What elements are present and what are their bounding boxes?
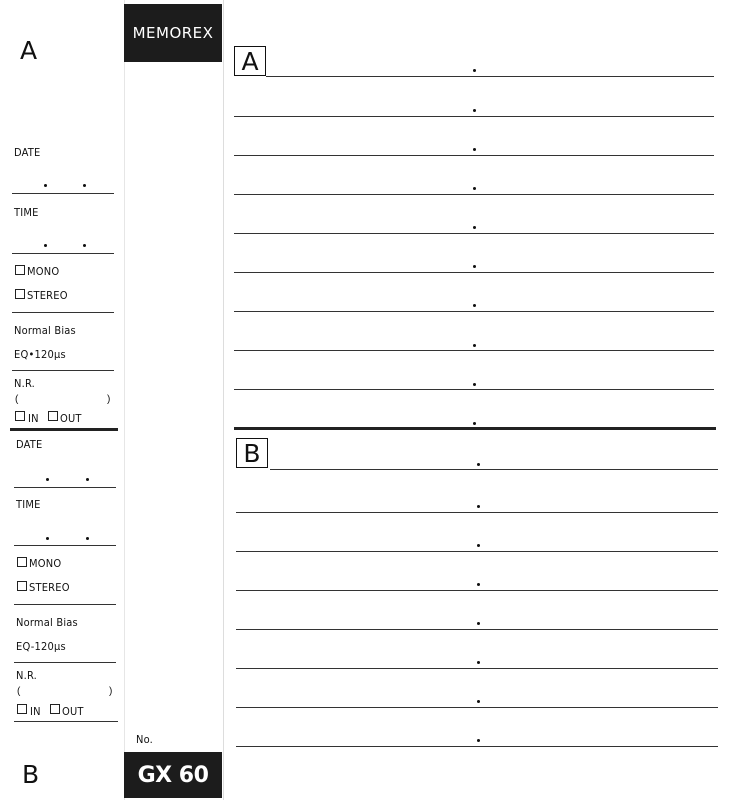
track-write-line[interactable] [236,551,718,552]
date-separator-dot [86,478,89,481]
time-separator-dot [473,109,476,112]
time-separator-dot [477,463,480,466]
time-separator-dot [477,739,480,742]
side-a-nr-label: N.R. [14,377,35,390]
side-a-nr-in-label: IN [28,412,39,425]
time-separator-dot [44,244,47,247]
date-separator-dot [83,184,86,187]
side-b-stereo-checkbox[interactable] [17,581,27,591]
side-b-date-field[interactable] [14,487,116,488]
time-separator-dot [477,700,480,703]
time-separator-dot [477,505,480,508]
side-b-letter: B [22,760,40,789]
divider [12,312,114,313]
side-b-time-field[interactable] [14,545,116,546]
side-b-nr-in-checkbox[interactable] [17,704,27,714]
track-write-line[interactable] [234,389,714,390]
track-write-line[interactable] [234,155,714,156]
side-b-nr-open: ( [17,686,21,697]
divider [14,721,118,722]
side-b-nr-close: ) [109,686,113,697]
track-write-line[interactable] [234,233,714,234]
time-separator-dot [473,265,476,268]
tracklist-side-divider [234,427,716,430]
track-write-line[interactable] [236,746,718,747]
side-a-nr-close: ) [107,394,111,405]
time-separator-dot [473,187,476,190]
track-write-line[interactable] [236,707,718,708]
side-b-time-label: TIME [16,498,41,511]
side-a-time-field[interactable] [12,253,114,254]
time-separator-dot [83,244,86,247]
side-b-eq-label: EQ-120μs [16,640,66,653]
side-b-mono-checkbox[interactable] [17,557,27,567]
divider [14,662,116,663]
side-a-nr-out-checkbox[interactable] [48,411,58,421]
side-b-date-label: DATE [16,438,43,451]
track-write-line[interactable] [234,350,714,351]
track-write-line[interactable] [234,311,714,312]
model-badge [124,752,222,798]
time-separator-dot [473,148,476,151]
side-a-stereo-checkbox[interactable] [15,289,25,299]
track-write-line[interactable] [236,512,718,513]
side-a-nr-out-label: OUT [60,412,82,425]
side-a-date-field[interactable] [12,193,114,194]
track-write-line[interactable] [236,590,718,591]
spine-number-label: No. [136,733,154,746]
time-separator-dot [477,622,480,625]
side-a-stereo-label: STEREO [27,289,68,302]
time-separator-dot [473,422,476,425]
side-a-nr-open: ( [15,394,19,405]
time-separator-dot [473,304,476,307]
divider [12,370,114,371]
tracklist-side-b-box: B [236,438,268,468]
track-write-line[interactable] [234,272,714,273]
side-a-time-label: TIME [14,206,39,219]
date-separator-dot [46,478,49,481]
track-write-line[interactable] [234,116,714,117]
spine-panel [124,0,224,800]
brand-name: MEMOREX [132,24,214,42]
side-a-mono-label: MONO [27,265,60,278]
time-separator-dot [473,383,476,386]
time-separator-dot [473,344,476,347]
time-separator-dot [473,226,476,229]
time-separator-dot [473,69,476,72]
time-separator-dot [46,537,49,540]
side-a-bias-label: Normal Bias [14,324,76,337]
time-separator-dot [86,537,89,540]
model-name: GX 60 [137,762,209,788]
time-separator-dot [477,583,480,586]
time-separator-dot [477,661,480,664]
brand-logo [124,4,222,62]
track-write-line[interactable] [236,629,718,630]
side-a-date-label: DATE [14,146,41,159]
side-b-stereo-label: STEREO [29,581,70,594]
track-write-line[interactable] [236,668,718,669]
side-a-nr-in-checkbox[interactable] [15,411,25,421]
track-write-line[interactable] [270,469,718,470]
date-separator-dot [44,184,47,187]
side-b-nr-out-checkbox[interactable] [50,704,60,714]
tracklist-side-a-box: A [234,46,266,76]
side-a-letter: A [20,36,38,65]
track-write-line[interactable] [234,194,714,195]
divider [14,604,116,605]
side-b-nr-out-label: OUT [62,705,84,718]
side-a-eq-label: EQ•120μs [14,348,66,361]
side-a-mono-checkbox[interactable] [15,265,25,275]
side-b-mono-label: MONO [29,557,62,570]
side-b-nr-in-label: IN [30,705,41,718]
side-b-nr-label: N.R. [16,669,37,682]
side-divider [10,428,118,431]
side-b-bias-label: Normal Bias [16,616,78,629]
time-separator-dot [477,544,480,547]
track-write-line[interactable] [266,76,714,77]
